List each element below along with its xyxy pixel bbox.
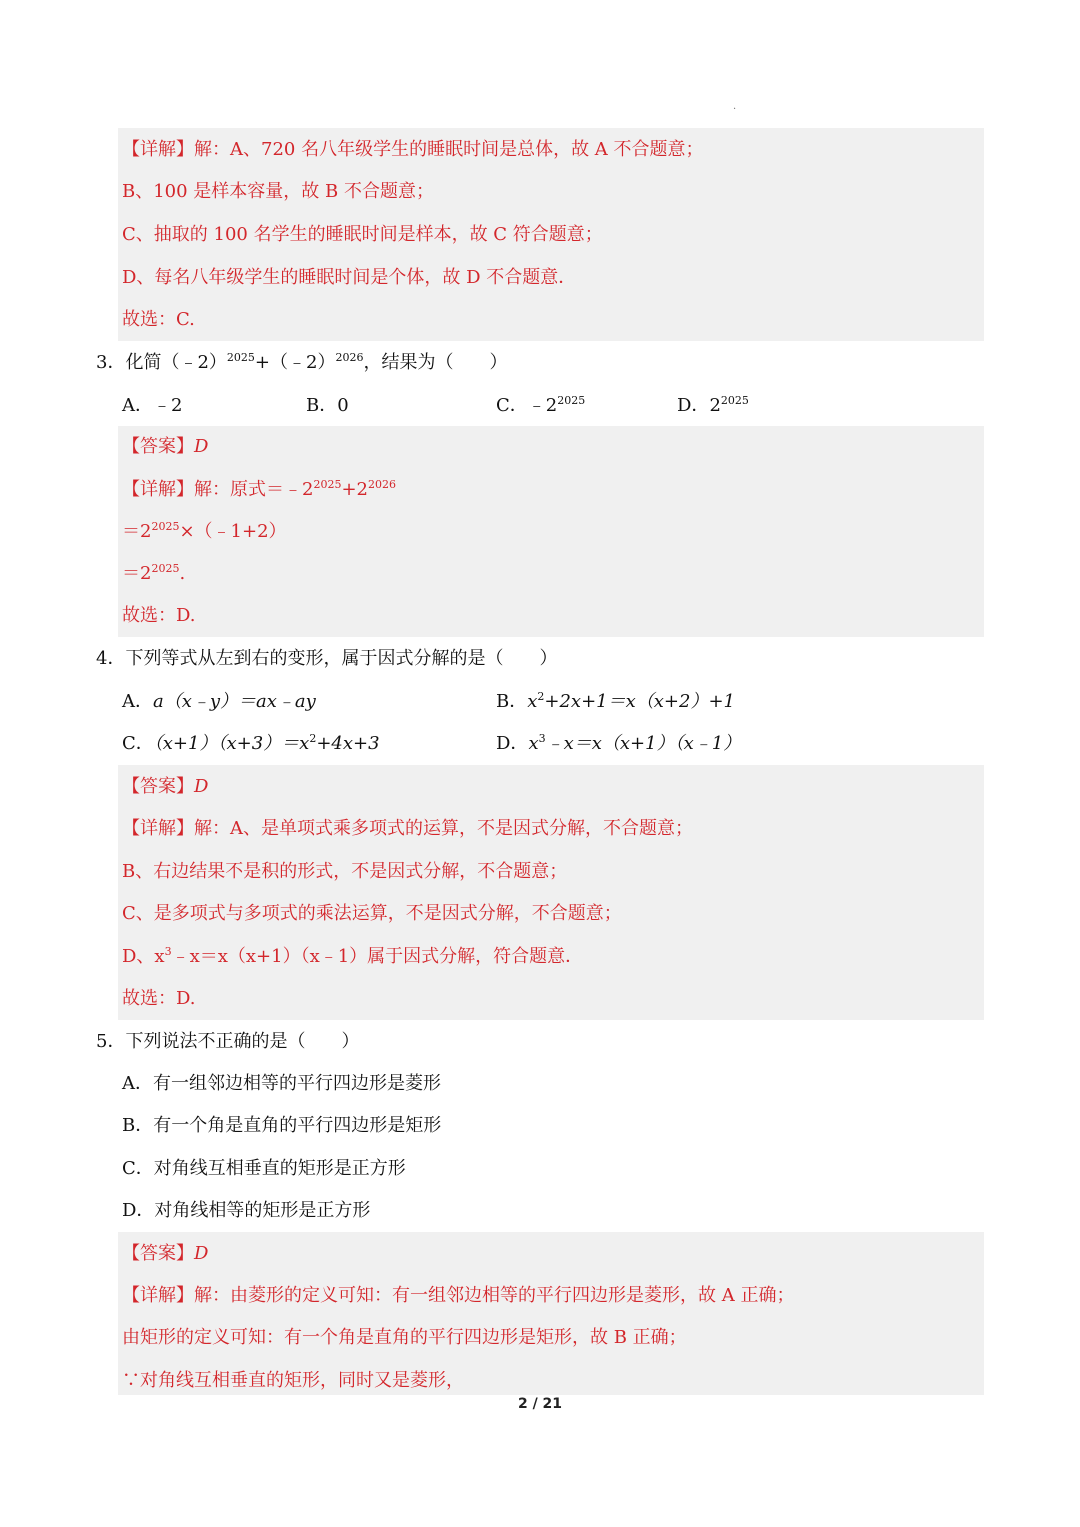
q4-detail-line-4: D、$x^3﹣x=x(x+1)(x﹣1)$属于因式分解，符合题意． xyxy=(122,945,584,967)
q4-conclusion: 故选：D. xyxy=(122,988,196,1009)
q3-option-b: B．0 xyxy=(306,395,349,416)
q3-stem: 3．化简（﹣2）$^{2025}$+（﹣2）$^{2026}$，结果为（ ） xyxy=(96,351,508,373)
q5-detail-line-2: 由矩形的定义可知：有一个角是直角的平行四边形是矩形，故 B 正确； xyxy=(122,1327,687,1348)
q5-detail-line-1: 【详解】解：由菱形的定义可知：有一组邻边相等的平行四边形是菱形，故 A 正确； xyxy=(122,1285,795,1306)
page-mark: · xyxy=(733,104,737,115)
q4-stem: 4．下列等式从左到右的变形，属于因式分解的是（ ） xyxy=(96,648,558,669)
q5-option-d: D．对角线相等的矩形是正方形 xyxy=(122,1200,371,1221)
q4-detail-line-2: B、右边结果不是积的形式，不是因式分解，不合题意； xyxy=(122,861,568,882)
page-number: 2 / 21 xyxy=(517,1396,563,1412)
q3-detail-line-3: $=2^{2025}$. xyxy=(122,562,186,584)
q4-detail-line-1: 【详解】解：A、是单项式乘多项式的运算，不是因式分解，不合题意； xyxy=(122,818,693,839)
q3-detail-line-1: 【详解】解：原式$=﹣2^{2025}+2^{2026}$ xyxy=(122,478,396,500)
q3-detail-line-2: $=2^{2025}\times(﹣1+2)$ xyxy=(122,520,287,542)
q4-answer-box xyxy=(118,765,984,1020)
q4-option-d: D．$x^3﹣x=x(x+1)(x﹣1)$ xyxy=(496,732,742,754)
q4-option-c: C．$(x+1)(x+3)=x^2+4x+3$ xyxy=(122,732,380,754)
q3-option-d: D．$2^{2025}$ xyxy=(677,394,749,416)
q4-option-b: B．$x^2+2x+1=x(x+2)+1$ xyxy=(496,690,735,712)
q3-answer: 【答案】D xyxy=(122,436,209,457)
q5-answer: 【答案】D xyxy=(122,1243,209,1264)
prev-detail-line-4: D、每名八年级学生的睡眠时间是个体，故 D 不合题意． xyxy=(122,267,577,288)
q5-detail-line-3: ∵对角线互相垂直的矩形，同时又是菱形， xyxy=(122,1370,464,1391)
prev-detail-line-2: B、100 是样本容量，故 B 不合题意； xyxy=(122,181,434,202)
q5-option-b: B．有一个角是直角的平行四边形是矩形 xyxy=(122,1115,442,1136)
prev-detail-line-1: 【详解】解：A、720 名八年级学生的睡眠时间是总体，故 A 不合题意； xyxy=(122,139,704,160)
q3-option-a: A．﹣2 xyxy=(122,395,183,416)
q5-option-a: A．有一组邻边相等的平行四边形是菱形 xyxy=(122,1073,441,1094)
q3-conclusion: 故选：D. xyxy=(122,605,196,626)
q5-stem: 5．下列说法不正确的是（ ） xyxy=(96,1031,360,1052)
prev-detail-line-3: C、抽取的 100 名学生的睡眠时间是样本，故 C 符合题意； xyxy=(122,224,603,245)
q4-answer: 【答案】D xyxy=(122,776,209,797)
q5-option-c: C．对角线互相垂直的矩形是正方形 xyxy=(122,1158,406,1179)
q4-option-a: A．a（x﹣y）＝ax﹣ay xyxy=(122,691,316,712)
q4-detail-line-3: C、是多项式与多项式的乘法运算，不是因式分解，不合题意； xyxy=(122,903,622,924)
prev-conclusion: 故选：C. xyxy=(122,309,195,330)
q3-option-c: C．$﹣2^{2025}$ xyxy=(496,394,586,416)
